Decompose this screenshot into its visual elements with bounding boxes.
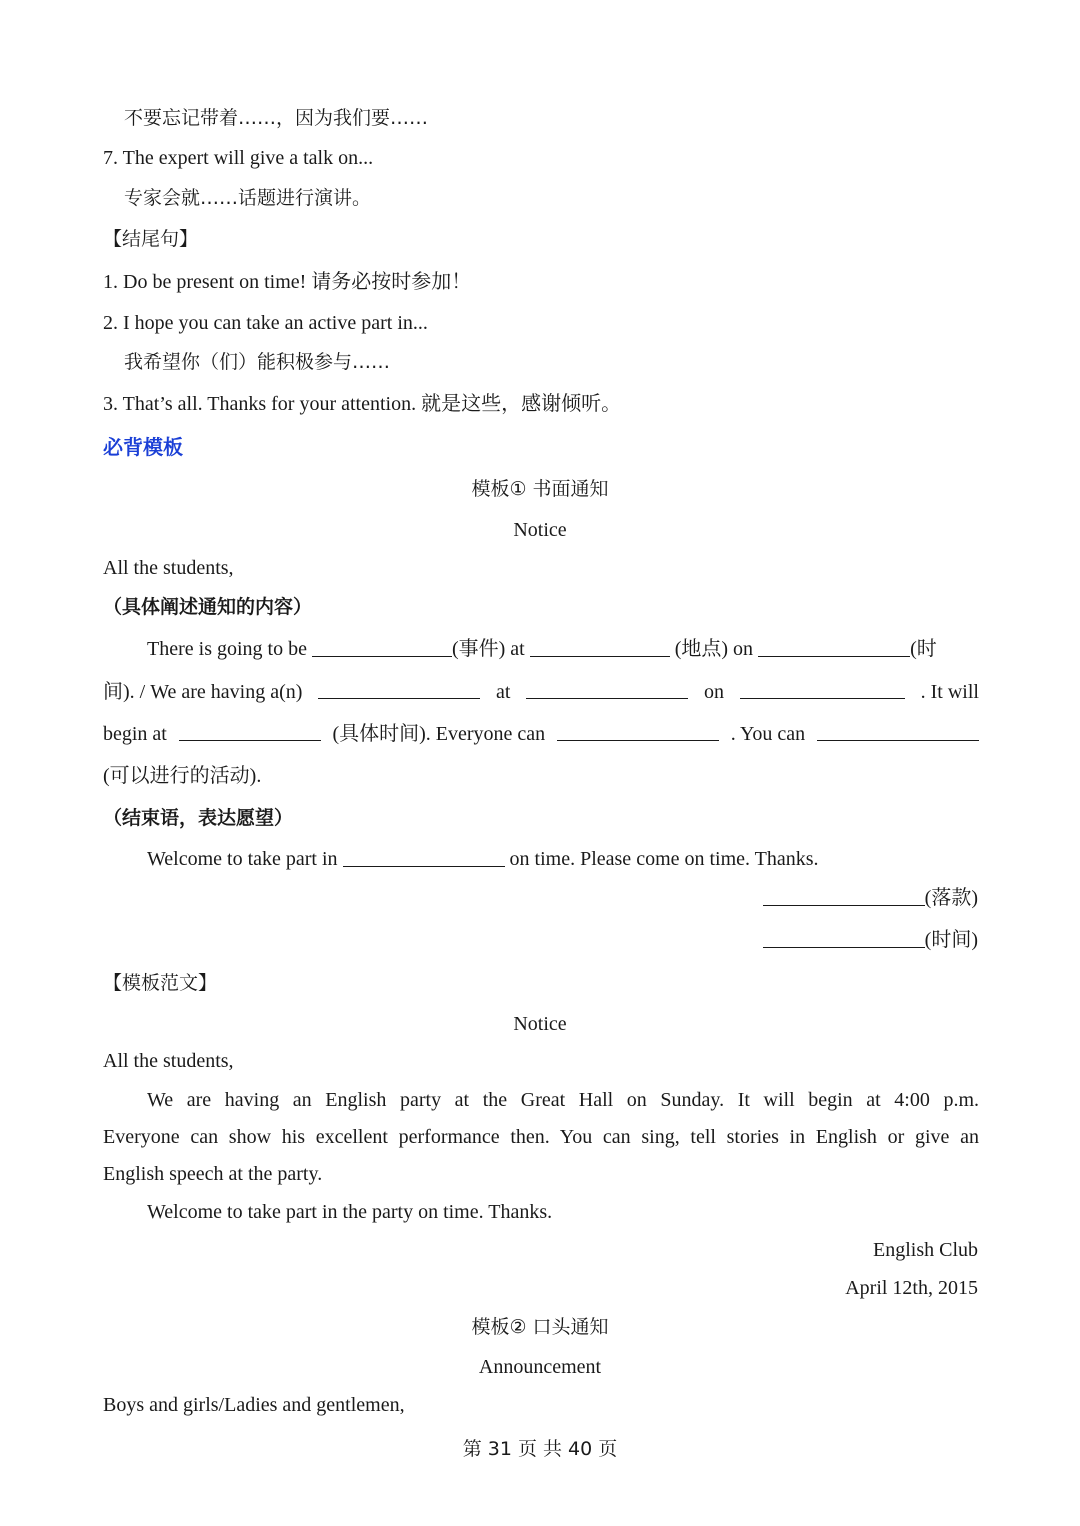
text: on time. Please come on time. Thanks.: [504, 848, 819, 870]
blank-line: [758, 638, 910, 657]
section-heading: 【结尾句】: [103, 228, 199, 250]
text: (时: [910, 638, 937, 660]
text: (事件) at: [451, 638, 530, 660]
line-text: 不要忘记带着……，因为我们要……: [124, 107, 429, 129]
text: Welcome to take part in: [147, 848, 343, 870]
blank-line: [318, 680, 480, 699]
text: begin at: [103, 723, 167, 745]
blank-line: [763, 887, 925, 906]
line-text: 专家会就……话题进行演讲。: [124, 187, 372, 209]
date: April 12th, 2015: [845, 1277, 978, 1299]
section-heading: 【模板范文】: [103, 972, 218, 994]
paragraph-line: Welcome to take part in the party on time. Thanks.: [147, 1201, 553, 1223]
text: . You can: [730, 723, 806, 745]
blank-line: [530, 638, 670, 657]
signature: English Club: [872, 1239, 978, 1261]
paragraph-line: We are having an English party at the Great Hall on Sunday. It will begin at 4:00 p.m.: [147, 1089, 979, 1111]
section-heading: （结束语，表达愿望）: [103, 807, 294, 829]
text: (地点) on: [669, 638, 759, 660]
line-text: 1. Do be present on time! 请务必按时参加！: [103, 271, 472, 293]
blank-line: [763, 929, 925, 948]
blank-line: [557, 722, 719, 741]
notice-title: Notice: [513, 519, 567, 541]
blank-line: [817, 722, 979, 741]
blank-line: [526, 680, 688, 699]
text: 间). / We are having a(n): [103, 681, 303, 703]
section-title: 必背模板: [103, 435, 183, 459]
text: (具体时间). Everyone can: [332, 723, 546, 745]
salutation: All the students,: [103, 1050, 234, 1072]
page-footer: 第 31 页 共 40 页: [462, 1438, 618, 1460]
template-title: 模板② 口头通知: [471, 1316, 609, 1338]
signature-line: [763, 886, 978, 910]
template-line: [147, 637, 979, 661]
blank-line: [312, 638, 452, 657]
template-line: [103, 722, 979, 746]
line-text: (可以进行的活动).: [103, 765, 262, 787]
template-line: [103, 680, 979, 704]
text: (落款): [924, 887, 978, 909]
salutation: Boys and girls/Ladies and gentlemen,: [103, 1394, 405, 1416]
section-heading: （具体阐述通知的内容）: [103, 596, 313, 618]
paragraph-line: Everyone can show his excellent performance then. You can sing, tell stories in English or give an: [103, 1126, 979, 1148]
blank-line: [179, 722, 321, 741]
text: on: [704, 681, 725, 703]
date-line: [763, 928, 978, 952]
blank-line: [343, 848, 505, 867]
line-text: 7. The expert will give a talk on...: [103, 147, 374, 169]
template-line: [147, 847, 819, 871]
text: at: [496, 681, 511, 703]
salutation: All the students,: [103, 557, 234, 579]
announcement-title: Announcement: [478, 1356, 602, 1378]
line-text: 3. That’s all. Thanks for your attention. 就是这些，感谢倾听。: [103, 393, 622, 415]
line-text: 2. I hope you can take an active part in...: [103, 312, 428, 334]
paragraph-line: English speech at the party.: [103, 1163, 323, 1185]
line-text: 我希望你（们）能积极参与……: [124, 351, 391, 373]
notice-title: Notice: [513, 1013, 567, 1035]
text: There is going to be: [147, 638, 312, 660]
text: (时间): [924, 929, 978, 951]
blank-line: [740, 680, 905, 699]
template-title: 模板① 书面通知: [471, 478, 609, 500]
text: . It will: [920, 681, 979, 703]
